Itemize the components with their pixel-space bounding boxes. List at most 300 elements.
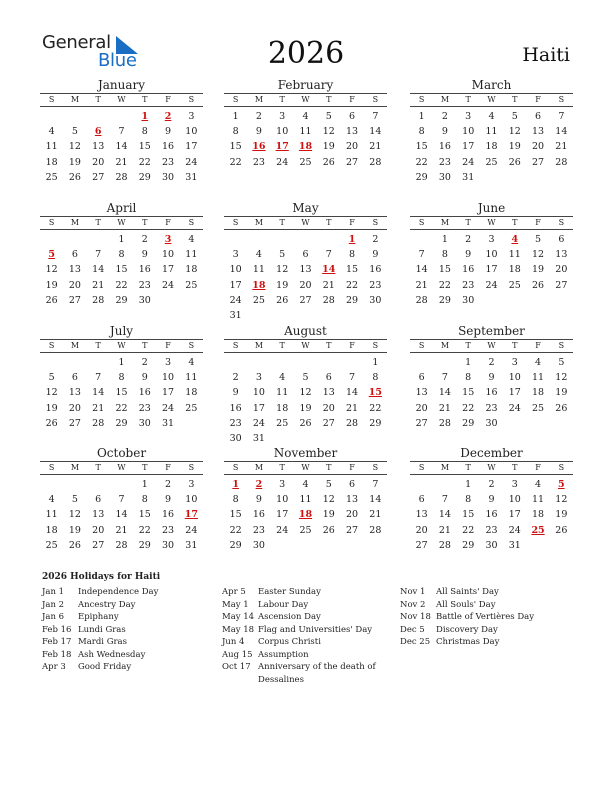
holiday-day-cell: 1 [348, 234, 356, 245]
holiday-day-cell: 17 [275, 141, 289, 153]
holiday-day-cell: 18 [252, 279, 266, 291]
day-cell: 26 [555, 524, 568, 536]
day-cell: 7 [441, 372, 448, 384]
weekday-label: W [301, 341, 310, 350]
day-cell: 3 [232, 249, 239, 261]
holiday-day-cell: 2 [164, 111, 172, 122]
holiday-date: Nov 2 [400, 599, 426, 610]
country-name: Haiti [522, 44, 570, 66]
holiday-day-cell: 5 [48, 249, 55, 261]
day-cell: 29 [415, 171, 428, 183]
holiday-list-item [222, 586, 394, 599]
empty-day-cell [110, 109, 133, 124]
holiday-list-item [400, 611, 572, 624]
weekday-label: W [117, 341, 126, 350]
day-cell: 27 [532, 156, 545, 168]
day-cell: 27 [415, 417, 428, 429]
weekday-label: F [165, 463, 171, 472]
day-cell: 9 [441, 126, 448, 138]
day-cell: 19 [276, 279, 289, 291]
day-cell: 26 [555, 402, 568, 414]
month-may [224, 201, 387, 323]
day-cell: 18 [45, 156, 58, 168]
day-cell: 25 [485, 156, 498, 168]
empty-day-cell [410, 477, 433, 492]
holiday-list-item [42, 649, 214, 662]
day-cell: 24 [462, 156, 475, 168]
weekday-label: T [279, 341, 285, 350]
month-june [410, 201, 573, 308]
weekday-label: S [48, 95, 55, 104]
day-cell: 30 [138, 294, 151, 306]
holiday-day-cell: 1 [141, 111, 149, 122]
day-cell: 31 [185, 171, 198, 183]
day-cell: 23 [162, 156, 175, 168]
day-cell: 4 [279, 372, 286, 384]
day-cell: 20 [322, 402, 335, 414]
empty-day-cell [87, 232, 110, 247]
day-cell: 23 [138, 402, 151, 414]
day-cell: 21 [115, 156, 128, 168]
day-cell: 29 [438, 294, 451, 306]
day-cell: 16 [138, 264, 151, 276]
day-cell: 17 [276, 509, 289, 521]
day-cell: 28 [115, 539, 128, 551]
day-grid [224, 355, 387, 446]
day-cell: 2 [488, 479, 495, 490]
day-cell: 6 [302, 249, 309, 261]
day-cell: 10 [462, 126, 475, 138]
holiday-date: May 18 [222, 624, 255, 635]
day-cell: 7 [95, 249, 102, 261]
weekday-label: M [254, 95, 264, 104]
weekday-label: W [487, 218, 496, 227]
day-cell: 18 [508, 264, 521, 276]
day-cell: 26 [532, 279, 545, 291]
day-cell: 22 [462, 402, 475, 414]
day-cell: 13 [415, 387, 428, 399]
day-cell: 19 [45, 402, 58, 414]
day-grid [40, 355, 203, 431]
day-cell: 5 [71, 494, 78, 506]
holiday-name: Battle of Vertières Day [436, 612, 535, 622]
empty-day-cell [224, 232, 247, 247]
day-cell: 27 [322, 417, 335, 429]
day-cell: 11 [508, 249, 521, 261]
weekday-label: T [279, 463, 285, 472]
day-cell: 30 [438, 171, 451, 183]
day-grid [40, 232, 203, 308]
empty-day-cell [294, 355, 317, 370]
holiday-column-2 [222, 586, 394, 686]
holiday-day-cell: 17 [184, 509, 198, 521]
day-cell: 1 [441, 234, 448, 245]
day-cell: 9 [488, 494, 495, 506]
weekday-label: F [349, 463, 355, 472]
day-cell: 22 [138, 156, 151, 168]
day-cell: 20 [415, 402, 428, 414]
day-cell: 5 [279, 249, 286, 261]
day-cell: 11 [299, 494, 312, 506]
holiday-date: May 14 [222, 612, 255, 622]
empty-day-cell [433, 355, 456, 370]
day-grid [40, 109, 203, 185]
day-cell: 23 [485, 402, 498, 414]
day-grid [224, 109, 387, 170]
day-cell: 30 [138, 417, 151, 429]
day-cell: 17 [462, 141, 475, 153]
day-cell: 10 [185, 126, 198, 138]
holiday-day-cell: 1 [232, 479, 239, 490]
day-cell: 8 [465, 372, 472, 384]
month-name: July [109, 324, 134, 338]
day-cell: 25 [45, 171, 58, 183]
day-cell: 21 [92, 402, 105, 414]
weekday-label: S [188, 95, 195, 104]
weekday-label: W [301, 95, 310, 104]
holiday-date: Apr 5 [222, 587, 246, 597]
empty-day-cell [110, 477, 133, 492]
day-cell: 17 [229, 279, 242, 291]
day-cell: 21 [415, 279, 428, 291]
holiday-list-item [42, 611, 214, 624]
weekday-label: F [165, 341, 171, 350]
month-name: February [277, 78, 334, 92]
day-cell: 13 [92, 509, 105, 521]
day-cell: 7 [372, 111, 379, 122]
calendar-year: 2026 [267, 36, 345, 71]
day-cell: 11 [45, 509, 58, 521]
day-cell: 21 [438, 402, 451, 414]
day-cell: 1 [372, 357, 379, 368]
day-cell: 22 [229, 524, 242, 536]
month-name: March [471, 78, 512, 92]
holiday-date: Jan 1 [42, 587, 65, 597]
day-cell: 1 [418, 111, 425, 122]
day-cell: 5 [511, 111, 518, 122]
day-cell: 24 [252, 417, 265, 429]
day-cell: 20 [68, 279, 81, 291]
day-cell: 12 [68, 141, 81, 153]
weekday-label: S [232, 341, 239, 350]
day-cell: 23 [438, 156, 451, 168]
month-name: December [460, 446, 523, 460]
day-cell: 31 [508, 539, 521, 551]
day-cell: 17 [252, 402, 265, 414]
day-cell: 19 [45, 279, 58, 291]
day-cell: 3 [255, 372, 262, 384]
day-cell: 14 [369, 126, 382, 138]
day-cell: 1 [465, 357, 472, 368]
day-cell: 19 [299, 402, 312, 414]
day-cell: 6 [349, 111, 356, 122]
day-cell: 18 [532, 509, 545, 521]
day-cell: 1 [118, 234, 125, 245]
weekday-label: T [142, 218, 148, 227]
holiday-name: Mardi Gras [78, 637, 127, 647]
day-cell: 10 [252, 387, 265, 399]
day-cell: 22 [462, 524, 475, 536]
day-cell: 5 [325, 479, 332, 490]
brand-name-general: General [42, 32, 111, 53]
day-cell: 30 [369, 294, 382, 306]
day-cell: 8 [232, 126, 239, 138]
holiday-list-item [400, 636, 572, 649]
day-cell: 5 [558, 357, 565, 368]
weekday-label: S [232, 218, 239, 227]
empty-day-cell [63, 477, 86, 492]
day-cell: 16 [369, 264, 382, 276]
weekday-header [224, 339, 387, 353]
day-cell: 28 [92, 294, 105, 306]
day-cell: 14 [438, 509, 451, 521]
empty-day-cell [294, 232, 317, 247]
day-cell: 28 [369, 156, 382, 168]
day-cell: 15 [115, 387, 128, 399]
day-cell: 30 [229, 432, 242, 444]
weekday-label: T [142, 463, 148, 472]
holiday-name: Assumption [258, 649, 309, 660]
day-cell: 13 [299, 264, 312, 276]
day-cell: 23 [252, 524, 265, 536]
day-cell: 28 [322, 294, 335, 306]
day-cell: 11 [299, 126, 312, 138]
month-name: April [106, 201, 137, 215]
day-cell: 18 [185, 264, 198, 276]
day-grid [410, 355, 573, 431]
day-cell: 6 [558, 234, 565, 245]
holiday-name: Epiphany [78, 612, 119, 622]
weekday-label: S [372, 218, 379, 227]
day-cell: 13 [322, 387, 335, 399]
day-cell: 8 [118, 372, 125, 384]
weekday-label: M [254, 341, 264, 350]
day-cell: 7 [118, 126, 125, 138]
weekday-label: F [535, 218, 541, 227]
day-cell: 16 [229, 402, 242, 414]
day-cell: 15 [138, 509, 151, 521]
day-cell: 28 [555, 156, 568, 168]
day-cell: 3 [511, 479, 518, 490]
day-cell: 15 [438, 264, 451, 276]
day-cell: 15 [115, 264, 128, 276]
month-name: May [292, 201, 319, 215]
day-cell: 23 [162, 524, 175, 536]
day-cell: 6 [71, 372, 78, 384]
day-cell: 22 [415, 156, 428, 168]
day-cell: 16 [485, 509, 498, 521]
day-cell: 17 [485, 264, 498, 276]
weekday-header [40, 93, 203, 107]
month-september [410, 324, 573, 431]
weekday-header [224, 461, 387, 475]
day-cell: 2 [141, 234, 148, 245]
day-cell: 1 [232, 111, 239, 122]
day-cell: 3 [165, 357, 172, 368]
day-cell: 28 [438, 539, 451, 551]
day-cell: 22 [138, 524, 151, 536]
weekday-label: S [558, 95, 565, 104]
holiday-list-item [222, 624, 394, 637]
day-cell: 17 [508, 509, 521, 521]
day-cell: 6 [535, 111, 542, 122]
day-cell: 1 [141, 479, 148, 490]
month-name: October [96, 446, 147, 460]
holiday-date: Feb 18 [42, 649, 72, 660]
weekday-label: S [188, 341, 195, 350]
holiday-name: All Saints' Day [436, 587, 499, 597]
holiday-date: Feb 17 [42, 637, 72, 647]
day-cell: 26 [508, 156, 521, 168]
holiday-day-cell: 16 [252, 141, 266, 153]
day-cell: 25 [532, 402, 545, 414]
holiday-date: Nov 1 [400, 587, 426, 597]
day-cell: 31 [462, 171, 475, 183]
day-cell: 11 [532, 494, 545, 506]
holiday-name: Independence Day [78, 587, 159, 597]
day-cell: 12 [322, 126, 335, 138]
day-cell: 20 [299, 279, 312, 291]
day-cell: 24 [276, 156, 289, 168]
day-cell: 10 [185, 494, 198, 506]
weekday-label: W [117, 463, 126, 472]
holiday-list-item [222, 649, 394, 662]
day-cell: 3 [279, 111, 286, 122]
holiday-day-cell: 25 [531, 524, 545, 536]
weekday-header [224, 216, 387, 230]
day-cell: 7 [118, 494, 125, 506]
weekday-label: T [95, 95, 101, 104]
month-july [40, 324, 203, 431]
day-cell: 29 [369, 417, 382, 429]
weekday-label: F [165, 95, 171, 104]
month-february [224, 78, 387, 170]
day-cell: 14 [92, 387, 105, 399]
holiday-day-cell: 5 [558, 479, 565, 490]
empty-day-cell [433, 477, 456, 492]
weekday-label: T [95, 341, 101, 350]
day-cell: 14 [115, 141, 128, 153]
day-cell: 26 [68, 539, 81, 551]
day-cell: 29 [115, 417, 128, 429]
empty-day-cell [40, 355, 63, 370]
day-cell: 15 [229, 141, 242, 153]
day-cell: 30 [462, 294, 475, 306]
day-cell: 29 [346, 294, 359, 306]
weekday-label: T [95, 463, 101, 472]
day-cell: 28 [438, 417, 451, 429]
month-name: August [284, 324, 327, 338]
day-cell: 17 [162, 264, 175, 276]
day-cell: 24 [485, 279, 498, 291]
day-cell: 19 [68, 156, 81, 168]
day-cell: 27 [92, 171, 105, 183]
day-cell: 19 [508, 141, 521, 153]
weekday-label: M [254, 463, 264, 472]
day-cell: 15 [462, 387, 475, 399]
day-cell: 30 [485, 417, 498, 429]
weekday-label: S [418, 341, 425, 350]
day-cell: 6 [95, 494, 102, 506]
day-cell: 12 [322, 494, 335, 506]
month-name: June [477, 201, 506, 215]
month-november [224, 446, 387, 553]
day-cell: 9 [232, 387, 239, 399]
day-cell: 31 [185, 539, 198, 551]
weekday-label: W [301, 463, 310, 472]
day-cell: 12 [68, 509, 81, 521]
day-cell: 16 [485, 387, 498, 399]
day-cell: 12 [276, 264, 289, 276]
day-cell: 10 [508, 372, 521, 384]
weekday-label: M [440, 95, 450, 104]
empty-day-cell [410, 355, 433, 370]
weekday-label: T [512, 341, 518, 350]
day-cell: 10 [162, 372, 175, 384]
day-cell: 30 [162, 539, 175, 551]
weekday-label: T [326, 95, 332, 104]
day-cell: 20 [68, 402, 81, 414]
day-cell: 28 [346, 417, 359, 429]
day-cell: 10 [485, 249, 498, 261]
day-cell: 15 [462, 509, 475, 521]
holiday-list-item [42, 599, 214, 612]
holiday-name: Good Friday [78, 662, 132, 672]
weekday-label: M [70, 95, 80, 104]
day-cell: 10 [162, 249, 175, 261]
empty-day-cell [40, 232, 63, 247]
day-cell: 15 [229, 509, 242, 521]
day-cell: 8 [141, 494, 148, 506]
day-cell: 20 [532, 141, 545, 153]
day-cell: 8 [465, 494, 472, 506]
day-cell: 31 [252, 432, 265, 444]
holiday-day-cell: 2 [255, 479, 263, 490]
weekday-label: S [418, 218, 425, 227]
empty-day-cell [317, 355, 340, 370]
day-cell: 6 [349, 479, 356, 490]
weekday-label: S [232, 463, 239, 472]
day-cell: 2 [232, 372, 239, 384]
day-cell: 2 [165, 479, 172, 490]
weekday-header [410, 461, 573, 475]
day-cell: 25 [45, 539, 58, 551]
day-cell: 26 [276, 294, 289, 306]
day-cell: 7 [441, 494, 448, 506]
weekday-label: T [326, 463, 332, 472]
day-cell: 21 [369, 141, 382, 153]
holiday-list-item [222, 599, 394, 612]
holiday-date: Nov 18 [400, 612, 431, 622]
day-cell: 26 [322, 524, 335, 536]
day-cell: 24 [185, 156, 198, 168]
month-december [410, 446, 573, 553]
day-cell: 2 [141, 357, 148, 368]
empty-day-cell [410, 232, 433, 247]
holidays-title: 2026 Holidays for Haiti [42, 572, 161, 582]
day-cell: 24 [162, 279, 175, 291]
day-cell: 11 [252, 264, 265, 276]
weekday-label: S [48, 218, 55, 227]
day-cell: 18 [532, 387, 545, 399]
weekday-label: S [188, 218, 195, 227]
month-january [40, 78, 203, 185]
day-cell: 29 [138, 539, 151, 551]
day-cell: 25 [185, 402, 198, 414]
day-cell: 8 [372, 372, 379, 384]
empty-day-cell [317, 232, 340, 247]
holiday-day-cell: 18 [298, 141, 313, 153]
